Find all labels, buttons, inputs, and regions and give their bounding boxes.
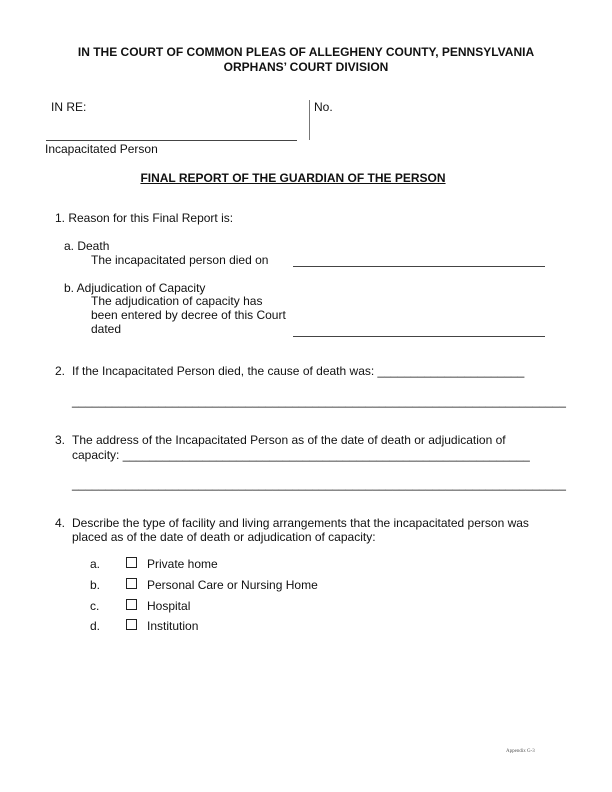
incapacitated-person-label: Incapacitated Person	[45, 142, 158, 156]
in-re-label: IN RE:	[51, 100, 87, 114]
option-c-letter: c.	[90, 599, 100, 613]
q3-line1: The address of the Incapacitated Person as of the date of death or adjudication of	[72, 433, 506, 447]
option-b-letter: b.	[90, 578, 101, 592]
q1-option-b-line2: been entered by decree of this Court	[91, 308, 286, 322]
q3-answer-line[interactable]: __________________________________________________________________________	[72, 477, 566, 491]
q3-line2[interactable]: capacity: _____________________________________________________________	[72, 448, 530, 462]
appendix-footer: Appendix G-3	[506, 749, 535, 754]
nursing-home-label: Personal Care or Nursing Home	[147, 578, 318, 592]
private-home-label: Private home	[147, 557, 218, 571]
q2-text: If the Incapacitated Person died, the cause of death was: ______________________	[72, 364, 525, 378]
private-home-checkbox[interactable]	[126, 557, 137, 568]
q1-option-b-line3: dated	[91, 322, 122, 336]
court-header-line2: ORPHANS’ COURT DIVISION	[223, 60, 389, 74]
q1-option-a-label: a. Death	[64, 239, 110, 253]
q2-answer-line[interactable]: __________________________________________________________________________	[72, 394, 566, 408]
death-date-line[interactable]	[293, 266, 545, 267]
q1-option-b-label: b. Adjudication of Capacity	[64, 281, 206, 295]
q4-number: 4.	[55, 516, 66, 530]
nursing-home-checkbox[interactable]	[126, 578, 137, 589]
institution-checkbox[interactable]	[126, 619, 137, 630]
q2-number: 2.	[55, 364, 66, 378]
document-title: FINAL REPORT OF THE GUARDIAN OF THE PERSON	[140, 171, 446, 185]
hospital-label: Hospital	[147, 599, 191, 613]
caption-divider	[309, 100, 310, 140]
q4-line2: placed as of the date of death or adjudication of capacity:	[72, 530, 376, 544]
q4-line1: Describe the type of facility and living arrangements that the incapacitated person was	[72, 516, 529, 530]
court-header-line1: IN THE COURT OF COMMON PLEAS OF ALLEGHENY COUNTY, PENNSYLVANIA	[77, 45, 535, 59]
q1-option-b-line1: The adjudication of capacity has	[91, 294, 263, 308]
option-d-letter: d.	[90, 619, 101, 633]
adjudication-date-line[interactable]	[293, 336, 545, 337]
institution-label: Institution	[147, 619, 199, 633]
option-a-letter: a.	[90, 557, 101, 571]
party-name-line[interactable]	[46, 140, 297, 141]
q3-number: 3.	[55, 433, 66, 447]
q1-option-a-text: The incapacitated person died on	[91, 253, 269, 267]
hospital-checkbox[interactable]	[126, 599, 137, 610]
case-number-label: No.	[314, 100, 333, 114]
q1-text: 1. Reason for this Final Report is:	[55, 211, 234, 225]
